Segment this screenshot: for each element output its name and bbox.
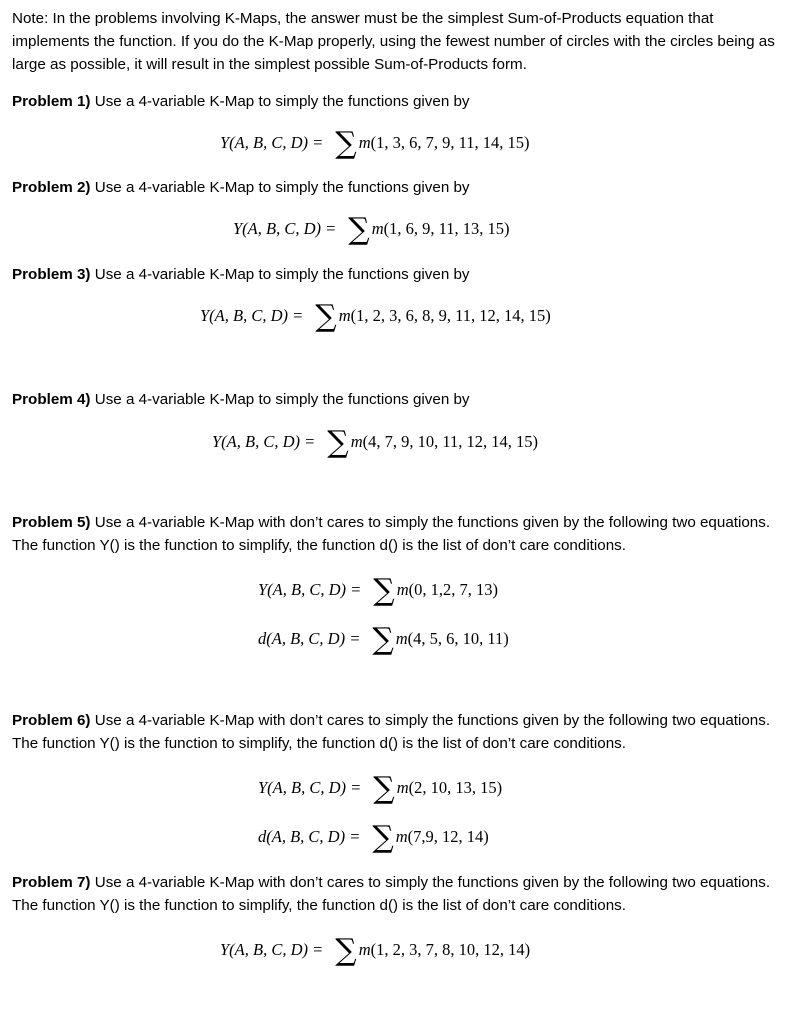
problem-1: [12, 90, 792, 113]
problem-text: Use a 4-variable K-Map with don’t cares to simply the functions given by the following two equations. The function Y() is the function to simplify, the function d() is the list of don’t care conditions.: [12, 712, 771, 752]
problem-7: [12, 871, 792, 917]
equation-lhs: Y(A, B, C, D) =: [233, 219, 337, 238]
problem-label: Problem 1): [12, 93, 91, 110]
minterm-function: m: [395, 629, 408, 648]
equation-lhs: Y(A, B, C, D) =: [212, 432, 316, 451]
problem-5: [12, 511, 792, 557]
problem-5-equation-y: [258, 573, 498, 608]
problem-6: [12, 709, 792, 755]
equation-lhs: Y(A, B, C, D) =: [200, 306, 304, 325]
minterm-list: (1, 3, 6, 7, 9, 11, 14, 15): [370, 133, 530, 152]
minterm-function: m: [350, 432, 363, 451]
problem-4: [12, 388, 792, 411]
sigma-symbol: ∑: [335, 933, 357, 968]
sigma-symbol: ∑: [373, 573, 395, 608]
problem-label: Problem 3): [12, 266, 91, 283]
minterm-function: m: [396, 778, 409, 797]
equation-lhs: Y(A, B, C, D) =: [258, 580, 362, 599]
problem-label: Problem 4): [12, 391, 91, 408]
problem-1-equation-y: [220, 126, 530, 161]
problem-label: Problem 5): [12, 514, 91, 531]
problem-text: Use a 4-variable K-Map with don’t cares to simply the functions given by the following two equations. The function Y() is the function to simplify, the function d() is the list of don’t care conditions.: [12, 874, 771, 914]
minterm-function: m: [358, 133, 371, 152]
problem-6-equation-y: [258, 771, 503, 806]
minterm-list: (4, 7, 9, 10, 11, 12, 14, 15): [362, 432, 538, 451]
sigma-symbol: ∑: [335, 126, 357, 161]
problem-6-equation-d: [258, 820, 489, 855]
minterm-function: m: [371, 219, 384, 238]
problem-text: Use a 4-variable K-Map to simply the functions given by: [90, 391, 470, 408]
minterm-function: m: [358, 940, 371, 959]
sigma-symbol: ∑: [372, 622, 394, 657]
sigma-symbol: ∑: [372, 820, 394, 855]
minterm-list: (4, 5, 6, 10, 11): [407, 629, 509, 648]
problem-4-equation-y: [212, 425, 538, 460]
problem-text: Use a 4-variable K-Map to simply the functions given by: [90, 93, 470, 110]
equation-lhs: Y(A, B, C, D) =: [220, 940, 324, 959]
problem-label: Problem 2): [12, 179, 91, 196]
sigma-symbol: ∑: [348, 212, 370, 247]
minterm-function: m: [338, 306, 351, 325]
sigma-symbol: ∑: [327, 425, 349, 460]
equation-lhs: d(A, B, C, D) =: [258, 827, 361, 846]
minterm-list: (1, 2, 3, 7, 8, 10, 12, 14): [370, 940, 531, 959]
equation-lhs: Y(A, B, C, D) =: [220, 133, 324, 152]
minterm-list: (1, 2, 3, 6, 8, 9, 11, 12, 14, 15): [350, 306, 551, 325]
minterm-function: m: [395, 827, 408, 846]
minterm-list: (2, 10, 13, 15): [408, 778, 503, 797]
sigma-symbol: ∑: [315, 299, 337, 334]
problem-7-equation-y: [220, 933, 531, 968]
problem-3-equation-y: [200, 299, 551, 334]
problem-text: Use a 4-variable K-Map to simply the functions given by: [90, 179, 470, 196]
problem-text: Use a 4-variable K-Map to simply the functions given by: [90, 266, 470, 283]
minterm-list: (0, 1,2, 7, 13): [408, 580, 498, 599]
problem-label: Problem 7): [12, 874, 91, 891]
equation-lhs: Y(A, B, C, D) =: [258, 778, 362, 797]
equation-lhs: d(A, B, C, D) =: [258, 629, 361, 648]
minterm-list: (1, 6, 9, 11, 13, 15): [383, 219, 510, 238]
minterm-list: (7,9, 12, 14): [407, 827, 489, 846]
note-paragraph: Note: In the problems involving K-Maps, the answer must be the simplest Sum-of-Products equation that implements the function. If you do the K-Map properly, using the fewest number of circles with the circles being as large as possible, it will result in the simplest possible Sum-of-Products form.: [12, 10, 775, 73]
problem-5-equation-d: [258, 622, 509, 657]
problem-2-equation-y: [233, 212, 510, 247]
sigma-symbol: ∑: [373, 771, 395, 806]
minterm-function: m: [396, 580, 409, 599]
problem-3: [12, 263, 792, 286]
problem-text: Use a 4-variable K-Map with don’t cares to simply the functions given by the following two equations. The function Y() is the function to simplify, the function d() is the list of don’t care conditions.: [12, 514, 771, 554]
problem-2: [12, 176, 792, 199]
problem-label: Problem 6): [12, 712, 91, 729]
